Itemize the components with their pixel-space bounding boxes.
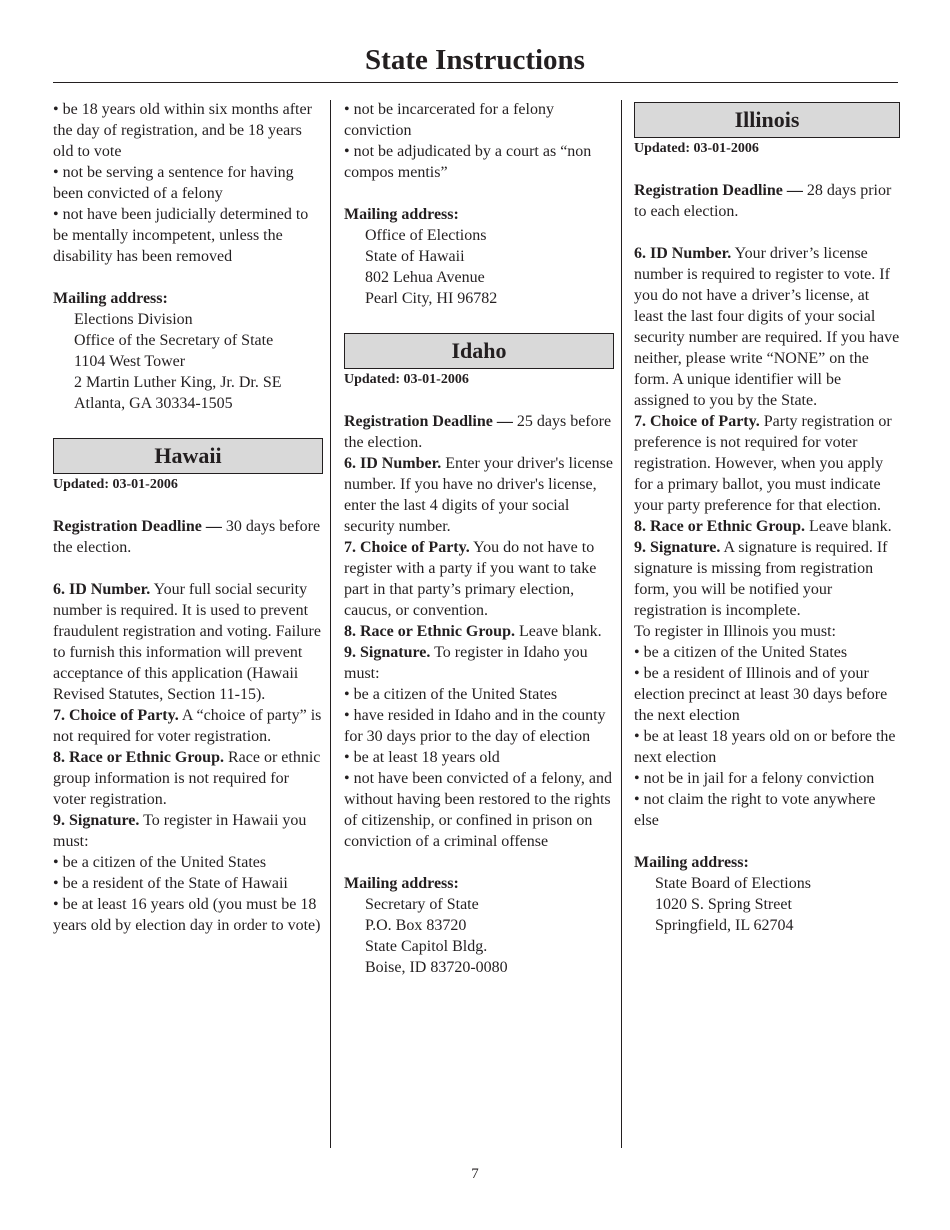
idaho-header: Idaho bbox=[344, 333, 614, 369]
georgia-bullet: • not be serving a sentence for having been convicted of a felony bbox=[53, 164, 294, 202]
id-label: 6. ID Number. bbox=[634, 245, 732, 262]
address-line: State Board of Elections bbox=[655, 875, 811, 892]
address-line: Office of the Secretary of State bbox=[74, 332, 274, 349]
address-line: Springfield, IL 62704 bbox=[655, 917, 794, 934]
idaho-deadline bbox=[344, 411, 614, 453]
address-line: P.O. Box 83720 bbox=[365, 917, 467, 934]
georgia-mailing-label: Mailing address: bbox=[53, 290, 168, 307]
address-line: 1020 S. Spring Street bbox=[655, 896, 792, 913]
hawaii-mailing-address bbox=[344, 225, 614, 309]
party-label: 7. Choice of Party. bbox=[634, 413, 760, 430]
address-line: Elections Division bbox=[74, 311, 193, 328]
id-text: Your full social security number is required. It is used to prevent fraudulent registration and voting. Failure to furnish this information will prevent acceptance of this application (Hawaii Revised Statutes, Section 11-15). bbox=[53, 581, 321, 703]
column-divider-2 bbox=[621, 100, 622, 1148]
address-line: Boise, ID 83720-0080 bbox=[365, 959, 508, 976]
deadline-text: 28 days prior to each election. bbox=[634, 182, 892, 220]
column-divider-1 bbox=[330, 100, 331, 1148]
hawaii-party bbox=[53, 705, 323, 747]
signature-label: 9. Signature. bbox=[53, 812, 140, 829]
address-line: State of Hawaii bbox=[365, 248, 465, 265]
hawaii-id-number bbox=[53, 579, 323, 705]
illinois-deadline bbox=[634, 180, 900, 222]
idaho-mailing-address bbox=[344, 894, 614, 978]
signature-label: 9. Signature. bbox=[344, 644, 431, 661]
idaho-party bbox=[344, 537, 614, 621]
deadline-label: Registration Deadline — bbox=[344, 413, 513, 430]
hawaii-header: Hawaii bbox=[53, 438, 323, 474]
race-label: 8. Race or Ethnic Group. bbox=[53, 749, 224, 766]
race-text: Leave blank. bbox=[518, 623, 602, 640]
page-title: State Instructions bbox=[365, 44, 585, 76]
deadline-label: Registration Deadline — bbox=[53, 518, 222, 535]
illinois-bullet: • be at least 18 years old on or before the next election bbox=[634, 728, 896, 766]
race-label: 8. Race or Ethnic Group. bbox=[634, 518, 805, 535]
address-line: Atlanta, GA 30334-1505 bbox=[74, 395, 233, 412]
title-rule bbox=[53, 82, 898, 83]
hawaii-bullet: • be a citizen of the United States bbox=[53, 854, 267, 871]
illinois-bullet: • be a citizen of the United States bbox=[634, 644, 848, 661]
party-label: 7. Choice of Party. bbox=[344, 539, 470, 556]
idaho-bullet: • have resided in Idaho and in the county for 30 days prior to the day of election bbox=[344, 707, 606, 745]
id-text: Enter your driver's license number. If you have no driver's license, enter the last 4 digits of your social security number. bbox=[344, 455, 613, 535]
address-line: Secretary of State bbox=[365, 896, 479, 913]
hawaii-deadline bbox=[53, 516, 323, 558]
illinois-bullet: • be a resident of Illinois and of your election precinct at least 30 days before the next election bbox=[634, 665, 888, 724]
column-3 bbox=[634, 99, 900, 936]
illinois-mailing-label: Mailing address: bbox=[634, 854, 749, 871]
signature-text: To register in Idaho you must: bbox=[344, 644, 588, 682]
hawaii-signature bbox=[53, 810, 323, 852]
idaho-updated: Updated: 03-01-2006 bbox=[344, 372, 469, 387]
hawaii-updated: Updated: 03-01-2006 bbox=[53, 477, 178, 492]
race-text: Leave blank. bbox=[808, 518, 892, 535]
hawaii-bullet: • not be incarcerated for a felony conviction bbox=[344, 101, 554, 139]
idaho-mailing-label: Mailing address: bbox=[344, 875, 459, 892]
idaho-bullet: • be at least 18 years old bbox=[344, 749, 500, 766]
deadline-label: Registration Deadline — bbox=[634, 182, 803, 199]
idaho-bullet: • not have been convicted of a felony, and without having been restored to the rights of citizenship, or confined in prison on conviction of a criminal offense bbox=[344, 770, 613, 850]
hawaii-bullet: • be at least 16 years old (you must be 18 years old by election day in order to vote) bbox=[53, 896, 321, 934]
deadline-text: 25 days before the election. bbox=[344, 413, 612, 451]
illinois-bullet: • not claim the right to vote anywhere else bbox=[634, 791, 876, 829]
hawaii-bullet: • be a resident of the State of Hawaii bbox=[53, 875, 288, 892]
illinois-header: Illinois bbox=[634, 102, 900, 138]
address-line: Pearl City, HI 96782 bbox=[365, 290, 498, 307]
idaho-signature bbox=[344, 642, 614, 684]
hawaii-bullet: • not be adjudicated by a court as “non compos mentis” bbox=[344, 143, 592, 181]
hawaii-race bbox=[53, 747, 323, 810]
address-line: Office of Elections bbox=[365, 227, 487, 244]
illinois-race bbox=[634, 516, 900, 537]
illinois-signature bbox=[634, 537, 900, 621]
illinois-mailing-address bbox=[634, 873, 900, 936]
party-text: A “choice of party” is not required for voter registration. bbox=[53, 707, 322, 745]
georgia-bullet: • not have been judicially determined to be mentally incompetent, unless the disability has been removed bbox=[53, 206, 309, 265]
illinois-party bbox=[634, 411, 900, 516]
page-number: 7 bbox=[471, 1166, 479, 1182]
georgia-mailing-address bbox=[53, 309, 323, 414]
race-label: 8. Race or Ethnic Group. bbox=[344, 623, 515, 640]
id-text: Your driver’s license number is required to register to vote. If you do not have a driver’s license, at least the last four digits of your social security number are required. If you have neither, please write “NONE” on the form. A unique identifier will be assigned to you by the State. bbox=[634, 245, 900, 409]
column-2 bbox=[344, 99, 614, 978]
address-line: 802 Lehua Avenue bbox=[365, 269, 485, 286]
illinois-bullet: • not be in jail for a felony conviction bbox=[634, 770, 875, 787]
party-text: Party registration or preference is not required for voter registration. However, when you apply for a primary ballot, you must indicate your party preference for that election. bbox=[634, 413, 892, 514]
id-label: 6. ID Number. bbox=[344, 455, 442, 472]
illinois-updated: Updated: 03-01-2006 bbox=[634, 141, 759, 156]
deadline-text: 30 days before the election. bbox=[53, 518, 321, 556]
hawaii-mailing-label: Mailing address: bbox=[344, 206, 459, 223]
illinois-register-intro: To register in Illinois you must: bbox=[634, 623, 836, 640]
idaho-id-number bbox=[344, 453, 614, 537]
id-label: 6. ID Number. bbox=[53, 581, 151, 598]
address-line: State Capitol Bldg. bbox=[365, 938, 488, 955]
illinois-id-number bbox=[634, 243, 900, 411]
signature-text: A signature is required. If signature is missing from registration form, you will be notified your registration is incomplete. bbox=[634, 539, 888, 619]
address-line: 2 Martin Luther King, Jr. Dr. SE bbox=[74, 374, 282, 391]
column-1 bbox=[53, 99, 323, 936]
signature-text: To register in Hawaii you must: bbox=[53, 812, 307, 850]
georgia-bullet: • be 18 years old within six months after the day of registration, and be 18 years old to vote bbox=[53, 101, 312, 160]
party-text: You do not have to register with a party if you want to take part in that party’s primary election, caucus, or convention. bbox=[344, 539, 597, 619]
address-line: 1104 West Tower bbox=[74, 353, 186, 370]
idaho-bullet: • be a citizen of the United States bbox=[344, 686, 558, 703]
signature-label: 9. Signature. bbox=[634, 539, 721, 556]
idaho-race bbox=[344, 621, 614, 642]
race-text: Race or ethnic group information is not required for voter registration. bbox=[53, 749, 321, 808]
party-label: 7. Choice of Party. bbox=[53, 707, 179, 724]
